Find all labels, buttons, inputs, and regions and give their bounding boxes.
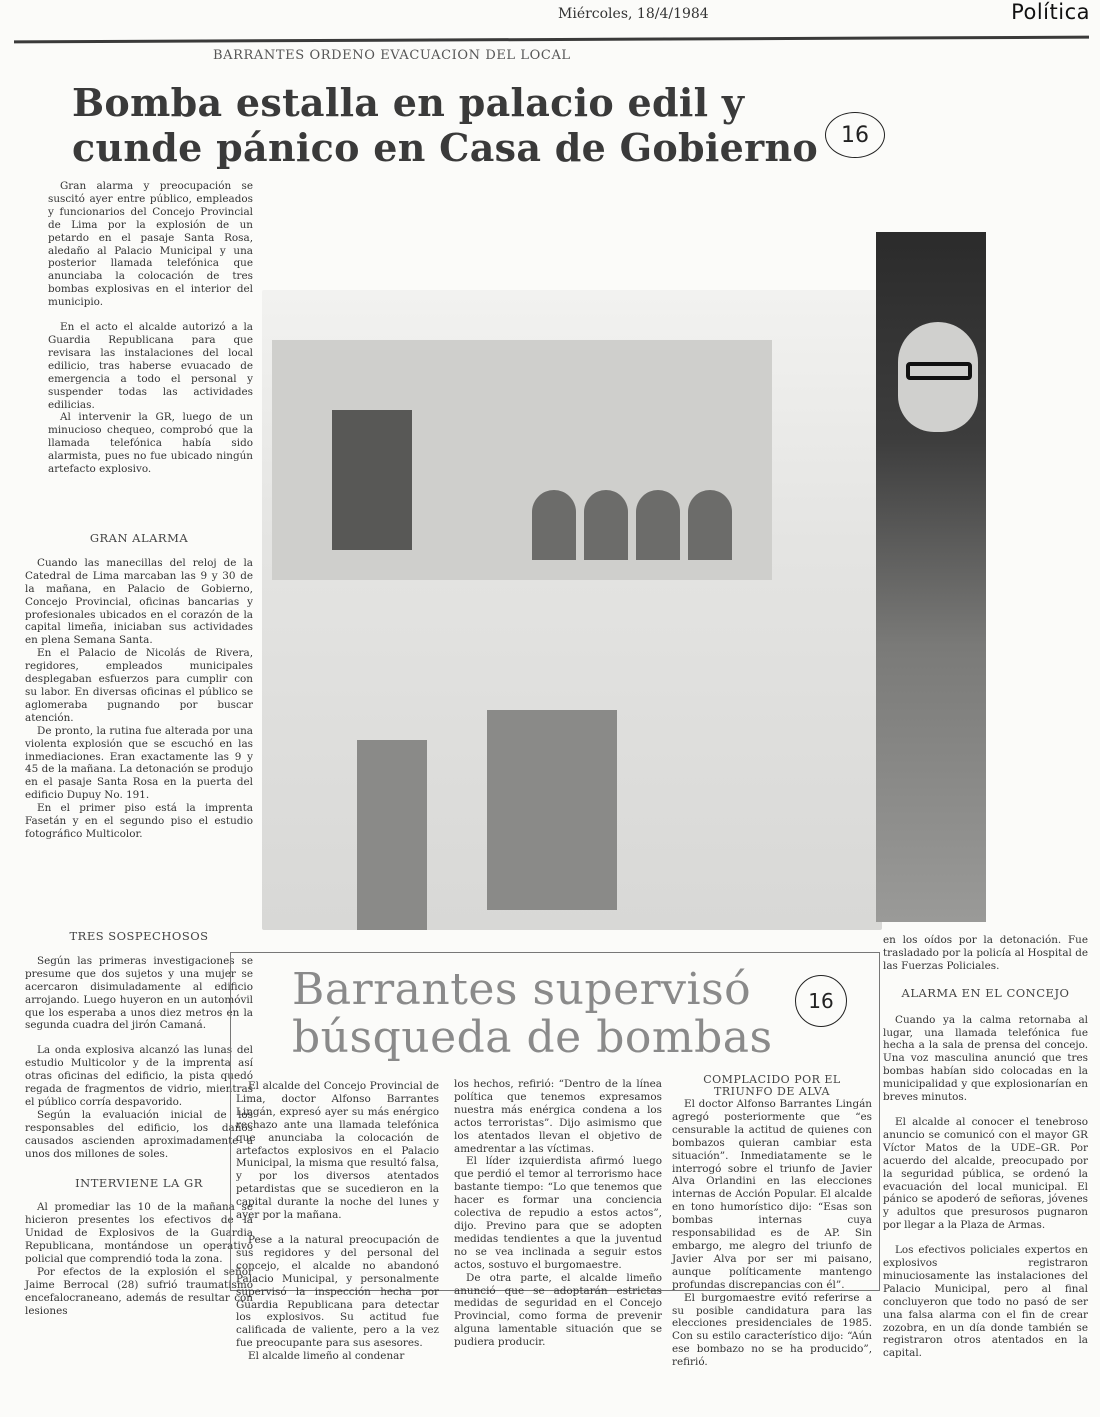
arch [636, 490, 680, 560]
headline-line-2: cunde pánico en Casa de Gobierno [72, 125, 819, 170]
paragraph: Al promediar las 10 de la mañana se hicieron presentes los efectivos de la Unidad de Explosivos de la Guardia Republicana, montándose un operativo policial que comprendió toda la zona. [25, 1201, 253, 1266]
paragraph: El líder izquierdista afirmó luego que perdió el temor al terrorismo hace bastante tiempo: “Lo que tenemos que hacer es formar una conciencia colectiva de repudio a estos actos”, dijo. Previno para que se adopten medidas tendientes a que la juventud no se vea inclinada a seguir estos actos, sostuvo el burgomaestre. [454, 1155, 662, 1271]
paragraph: Por efectos de la explosión el señor Jaime Berrocal (28) sufrió traumatismo encefalocraneano, además de resultar con lesiones [25, 1265, 253, 1317]
section-label: Política [1011, 0, 1090, 24]
header-rule [14, 36, 1089, 44]
building-photo [262, 290, 882, 930]
paragraph: En el acto el alcalde autorizó a la Guardia Republicana para que revisara las instalaciones del local edilicio, tras haberse evuacado de emergencia a todo el personal y suspender todas las actividades edilicias. [48, 321, 253, 411]
paragraph: La onda explosiva alcanzó las lunas del estudio Multicolor y de la imprenta así otras oficinas del edificio, la pista quedó regada de fragmentos de vidrio, mientras el público corría despavorido. [25, 1044, 253, 1108]
subhead: GRAN ALARMA [89, 531, 189, 545]
article1-continuation [883, 934, 1088, 1360]
paragraph: En el Palacio de Nicolás de Rivera, regidores, empleados municipales desplegaban esfuerzos para cumplir con su labor. En diversas oficinas el público se aglomeraba pugnando por buscar atención. [25, 647, 253, 724]
article2-col2 [454, 1078, 662, 1349]
subhead: INTERVIENE LA GR [75, 1175, 203, 1190]
paragraph: Al intervenir la GR, luego de un minucioso chequeo, comprobó que la llamada telefónica había sido alarmista, pues no fue ubicado ningún artefacto explosivo. [48, 411, 253, 476]
article1-kicker: BARRANTES ORDENO EVACUACION DEL LOCAL [213, 48, 571, 63]
headline-line-1: Bomba estalla en palacio edil y [72, 80, 745, 125]
article2-col1 [236, 1080, 439, 1363]
paragraph: los hechos, refirió: “Dentro de la línea política que tenemos expresamos nuestra más enérgica condena a los actos terroristas”. Dijo asimismo que los atentados llevan el objetivo de amedrentar a las víctimas. [454, 1078, 662, 1155]
glasses [906, 362, 972, 380]
paragraph: Cuando ya la calma retornaba al lugar, una llamada telefónica fue hecha a la sala de prensa del concejo. Una voz masculina anunció que tres bombas habían sido colocadas en la municipalidad y que explosionarían en breves minutos. [883, 1013, 1088, 1104]
paragraph: Según las primeras investigaciones se presume que dos sujetos y una mujer se acercaron disimuladamente al edificio arrojando. Luego huyeron en un automóvil que los esperaba a unos diez metros en la segunda cuadra del jirón Camaná. [25, 954, 253, 1032]
balcony [332, 410, 412, 550]
door [487, 710, 617, 910]
paragraph: En el primer piso está la imprenta Fasetán y en el segundo piso el estudio fotográfico Multicolor. [25, 802, 253, 840]
paragraph: El alcalde al conocer el tenebroso anuncio se comunicó con el mayor GR Víctor Matos de la UDE–GR. Por acuerdo del alcalde, preocupado por la seguridad pública, se ordenó la evacuación del local municipal. El pánico se apoderó de señoras, jóvenes y adultos que presurosos pugnaron por llegar a la Plaza de Armas. [883, 1115, 1088, 1232]
paragraph: Pese a la natural preocupación de sus regidores y del personal del concejo, el alcalde no abandonó Palacio Municipal, y personalmente supervisó la inspección hecha por Guardia Republicana para detectar los explosivos. Su actitud fue calificada de valiente, pero a la vez fue preocupante para sus asesores. [236, 1233, 439, 1350]
paragraph: en los oídos por la detonación. Fue trasladado por la policía al Hospital de las Fuerzas Policiales. [883, 934, 1088, 972]
article2-headline [292, 966, 773, 1062]
portrait-photo [876, 232, 986, 922]
arch [532, 490, 576, 560]
section-gran-alarma [25, 516, 253, 841]
subhead: COMPLACIDO POR EL TRIUNFO DE ALVA [703, 1073, 841, 1098]
paragraph: De otra parte, el alcalde limeño anunció que se adoptarán estrictas medidas de seguridad en el Concejo Provincial, como forma de prevenir alguna lamentable situación que se pudiera producir. [454, 1271, 662, 1349]
section-tres-sospechosos [25, 930, 253, 1318]
article1-intro [48, 180, 253, 476]
paragraph: De pronto, la rutina fue alterada por una violenta explosión que se escuchó en las inmediaciones. Eran exactamente las 9 y 45 de la mañana. La detonación se produjo en el pasaje Santa Rosa en la puerta del edificio Dupuy No. 191. [25, 724, 253, 802]
headline-line-1: Barrantes supervisó [292, 964, 752, 1015]
paragraph: El doctor Alfonso Barrantes Lingán agregó posteriormente que “es censurable la actitud de quienes con bombazos quieran cambiar esta situación”. Inmediatamente se le interrogó sobre el triunfo de Javier Alva Orlandini en las elecciones internas de Acción Popular. El alcalde en tono humorístico dijo: “Esas son bombas internas cuya responsabilidad es de AP. Sin embargo, me alegro del triunfo de Javier Alva por ser mi paisano, aunque políticamente mantengo profundas discrepancias con él”. [672, 1098, 872, 1291]
issue-date: Miércoles, 18/4/1984 [558, 6, 709, 22]
paragraph: Los efectivos policiales expertos en explosivos registraron minuciosamente las instalaciones del Palacio Municipal, pero al final concluyeron que todo no pasó de ser una falsa alarma con el fin de crear zozobra, en un día donde también se registraron otros atentados en la capital. [883, 1244, 1088, 1360]
paragraph: Cuando las manecillas del reloj de la Catedral de Lima marcaban las 9 y 30 de la mañana, en Palacio de Gobierno, Concejo Provincial, oficinas bancarias y profesionales ubicados en el corazón de la capital limeña, iniciaban sus actividades en plena Semana Santa. [25, 556, 253, 647]
paragraph: Según la evaluación inicial de los responsables del edificio, los daños causados ascienden aproximadamente a unos dos millones de soles. [25, 1108, 253, 1160]
arch [584, 490, 628, 560]
handwritten-mark: 16 [795, 975, 847, 1027]
handwritten-mark: 16 [825, 112, 885, 158]
headline-line-2: búsqueda de bombas [292, 1012, 773, 1063]
article1-headline [72, 80, 818, 170]
arch [688, 490, 732, 560]
subhead: TRES SOSPECHOSOS [69, 929, 209, 943]
door [357, 740, 427, 930]
article2-col3 [672, 1074, 872, 1369]
paragraph: El burgomaestre evitó referirse a su posible candidatura para las elecciones presidenciales de 1985. Con su estilo característico dijo: “Aún ese bombazo no se ha producido”, refirió. [672, 1291, 872, 1369]
paragraph: Gran alarma y preocupación se suscitó ayer entre público, empleados y funcionarios del Concejo Provincial de Lima por la explosión de un petardo en el pasaje Santa Rosa, aledaño al Palacio Municipal y una posterior llamada telefónica que anunciaba la colocación de tres bombas explosivas en el interior del municipio. [48, 180, 253, 309]
paragraph: El alcalde del Concejo Provincial de Lima, doctor Alfonso Barrantes Lingán, expresó ayer su más enérgico rechazo ante una llamada telefónica que anunciaba la colocación de artefactos explosivos en el Palacio Municipal, la misma que resultó falsa, y por los diversos atentados petardistas que se sucedieron en la capital durante la noche del lunes y ayer por la mañana. [236, 1080, 439, 1222]
paragraph: El alcalde limeño al condenar [248, 1350, 405, 1363]
subhead: ALARMA EN EL CONCEJO [901, 985, 1070, 1000]
